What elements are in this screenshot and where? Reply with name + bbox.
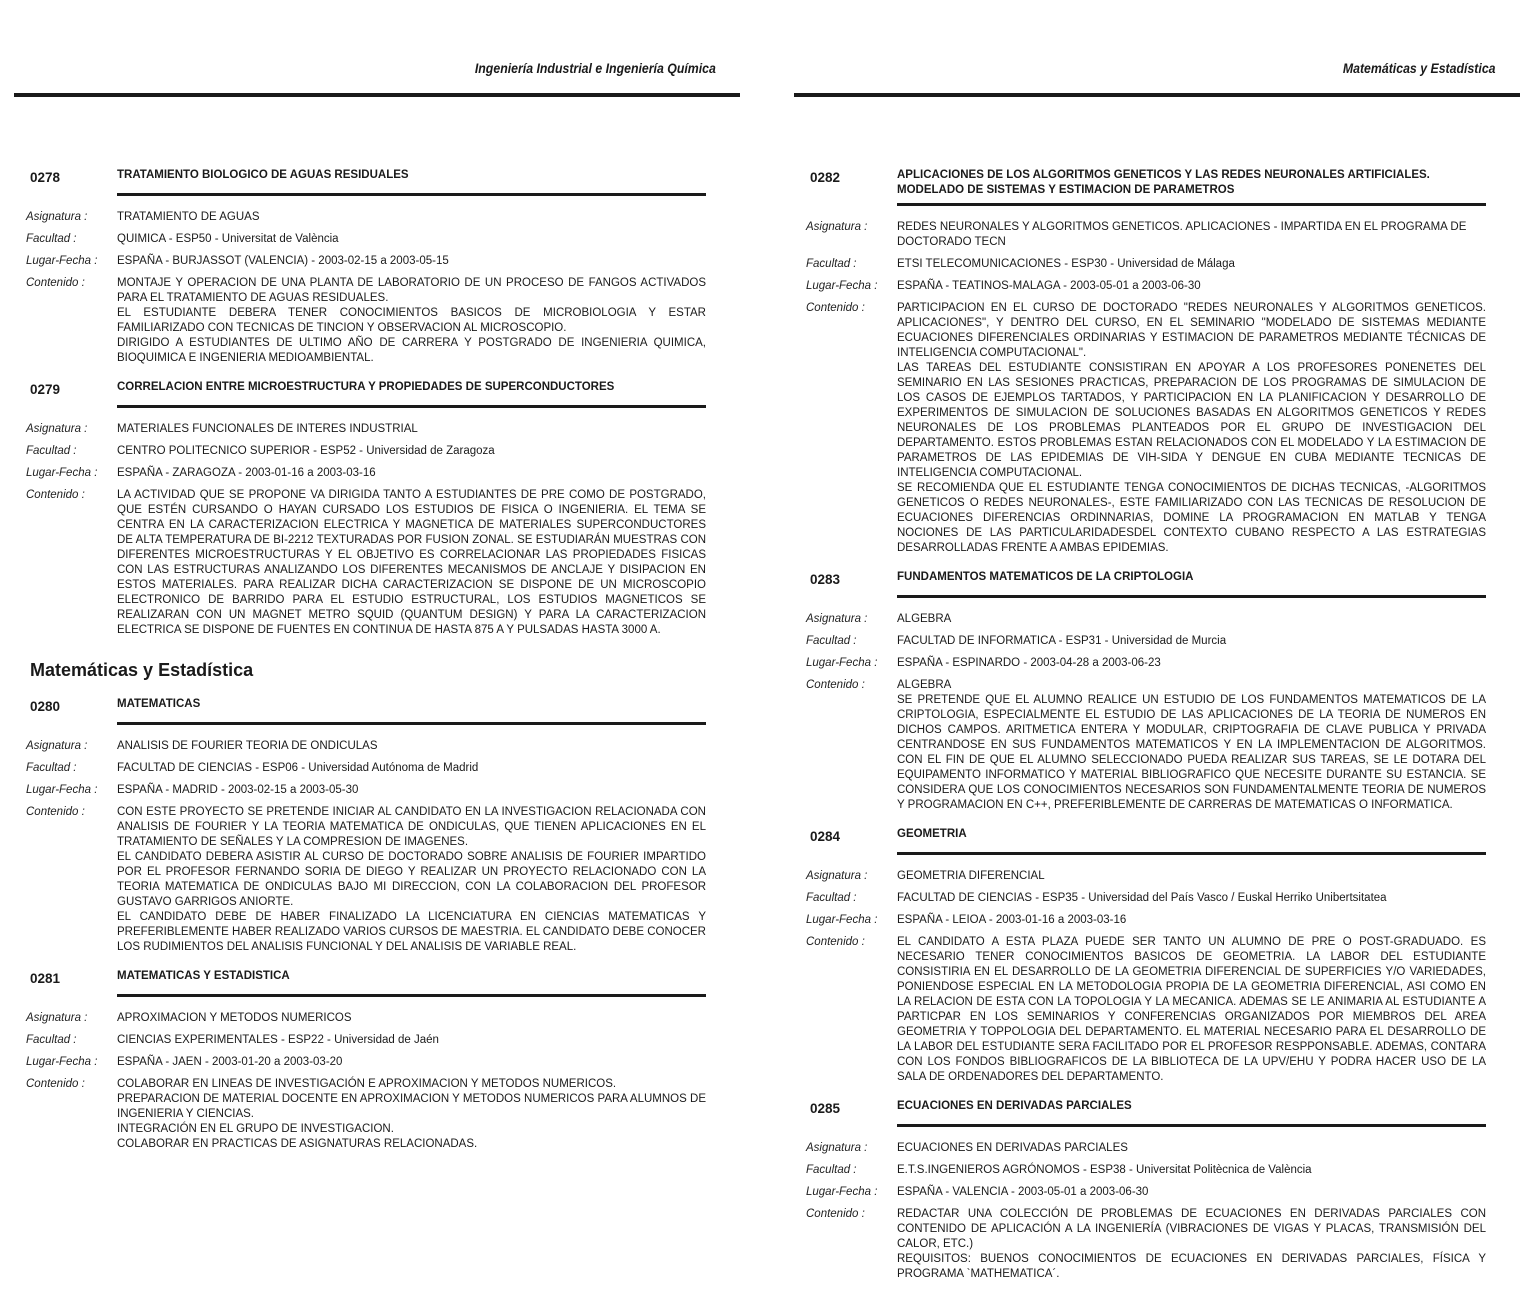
lugar-fecha-row bbox=[26, 783, 706, 798]
contenido-value: EL CANDIDATO A ESTA PLAZA PUEDE SER TANTO UN ALUMNO DE PRE O POST-GRADUADO. ES NECESARIO TENER CONOCIMIENTOS BASICOS DE GEOMETRIA. LA LABOR DEL ESTUDIANTE CONSISTIRIA EN EL DESARROLLO DE LA GEOMETRIA DIFERENCIAL DE SUPERFICIES Y/O VARIEDADES, PONIENDOSE ESPECIAL EN LA METODOLOGIA PROPIA DE LA GEOMETRIA DIFERENCIAL, ASI COMO EN LA RELACION DE ESTA CON LA TOPOLOGIA Y LA MECANICA. ADEMAS SE LE ANIMARIA AL ESTUDIANTE A PARTICPAR EN LOS SEMINARIOS Y CONFERENCIAS ORGANIZADOS POR MIEMBROS DEL AREA GEOMETRIA Y TOPPOLOGIA DEL DEPARTAMENTO. EL MATERIAL NECESARIO PARA EL DESARROLLO DE LA LABOR DEL ESTUDIANTE SERA FACILITADO POR EL PROFESOR RESPPONSABLE. ADEMAS, CONTARA CON LOS FONDOS BIBLIOGRAFICOS DE LA BIBLIOTECA DE LA UPV/EHU Y PODRA HACER USO DE LA SALA DE ORDENADORES DEL DEPARTAMENTO. bbox=[897, 936, 1486, 1083]
facultad-label: Facultad : bbox=[26, 445, 77, 457]
lugar-fecha-value: ESPAÑA - MADRID - 2003-02-15 a 2003-05-30 bbox=[117, 784, 359, 796]
contenido-label: Contenido : bbox=[806, 1208, 865, 1220]
lugar-fecha-row bbox=[26, 254, 706, 269]
contenido-row bbox=[26, 488, 706, 638]
entry-header bbox=[806, 570, 1486, 590]
entry-code: 0280 bbox=[30, 699, 61, 714]
left-content bbox=[26, 168, 706, 1166]
lugar-fecha-value: ESPAÑA - LEIOA - 2003-01-16 a 2003-03-16 bbox=[897, 914, 1127, 926]
entry-header bbox=[806, 168, 1486, 198]
entry-list bbox=[26, 697, 706, 1152]
entry-header bbox=[26, 380, 706, 400]
asignatura-row bbox=[806, 869, 1486, 884]
facultad-value: QUIMICA - ESP50 - Universitat de València bbox=[117, 233, 339, 245]
lugar-fecha-row bbox=[806, 913, 1486, 928]
contenido-value: PARTICIPACION EN EL CURSO DE DOCTORADO "REDES NEURONALES Y ALGORITMOS GENETICOS. APLICACIONES", Y DENTRO DEL CURSO, EN EL SEMINARIO "MODELADO DE SISTEMAS MEDIANTE ECUACIONES DIFERENCIALES ORDINARIAS Y ESTIMACION DE PARAMETROS MEDIANTE TÉCNICAS DE INTELIGENCIA COMPUTACIONAL". LAS TAREAS DEL ESTUDIANTE CONSISTIRAN EN APOYAR A LOS PROFESORES PONENETES DEL SEMINARIO EN LAS SESIONES PRACTICAS, PREPARACION DE LOS PROGRAMAS DE SIMULACION DE LOS CASOS DE EJEMPLOS TARTADOS, Y PARTICIPACION EN LA PLANIFICACION Y DESARROLLO DE EXPERIMENTOS DE SIMULACION DE SOLUCIONES BASADAS EN ALGORITMOS GENETICOS Y REDES NEURONALES DE LOS PROBLEMAS PLANTEADOS POR EL GRUPO DE INVESTIGACION DEL DEPARTAMENTO. ESTOS PROBLEMAS ESTAN RELACIONADOS CON EL MODELADO Y LA ESTIMACION DE PARAMETROS DE LAS EPIDEMIAS DE VIH-SIDA Y DENGUE EN CUBA MEDIANTE TECNICAS DE INTELIGENCIA COMPUTACIONAL. SE RECOMIENDA QUE EL ESTUDIANTE TENGA CONOCIMIENTOS DE DICHAS TECNICAS, -ALGORITMOS GENETICOS O REDES NEURONALES-, ESTE FAMILIARIZADO CON LAS TECNICAS DE RESOLUCION DE ECUACIONES DIFERENCIAS ORDINNARIAS, DOMINE LA PROGRAMACION EN MATLAB Y TENGA NOCIONES DE LAS PARTICULARIDADESDEL CONTEXTO CUBANO RESPECTO A LAS ESTRATEGIAS DESARROLLADAS FRENTE A AMBAS EPIDEMIAS. bbox=[897, 302, 1486, 554]
asignatura-row bbox=[806, 220, 1486, 250]
asignatura-row bbox=[26, 1011, 706, 1026]
contenido-label: Contenido : bbox=[806, 679, 865, 691]
asignatura-label: Asignatura : bbox=[26, 740, 88, 752]
asignatura-value: ECUACIONES EN DERIVADAS PARCIALES bbox=[897, 1142, 1128, 1154]
entry-code: 0282 bbox=[810, 170, 841, 185]
facultad-row bbox=[26, 232, 706, 247]
contenido-label: Contenido : bbox=[26, 806, 85, 818]
contenido-row bbox=[26, 1077, 706, 1152]
entry-title: APLICACIONES DE LOS ALGORITMOS GENETICOS Y LAS REDES NEURONALES ARTIFICIALES. MODELADO DE SISTEMAS Y ESTIMACION DE PARAMETROS bbox=[897, 169, 1430, 196]
contenido-row bbox=[26, 276, 706, 366]
asignatura-row bbox=[26, 422, 706, 437]
contenido-value: COLABORAR EN LINEAS DE INVESTIGACIÓN E APROXIMACION Y METODOS NUMERICOS. PREPARACION DE MATERIAL DOCENTE EN APROXIMACION Y METODOS NUMERICOS PARA ALUMNOS DE INGENIERIA Y CIENCIAS. INTEGRACIÓN EN EL GRUPO DE INVESTIGACION. COLABORAR EN PRACTICAS DE ASIGNATURAS RELACIONADAS. bbox=[117, 1078, 706, 1150]
contenido-label: Contenido : bbox=[806, 936, 865, 948]
lugar-fecha-value: ESPAÑA - ZARAGOZA - 2003-01-16 a 2003-03-16 bbox=[117, 467, 376, 479]
facultad-row bbox=[26, 444, 706, 459]
course-entry bbox=[806, 570, 1486, 813]
facultad-value: FACULTAD DE CIENCIAS - ESP35 - Universidad del País Vasco / Euskal Herriko Unibertsitatea bbox=[897, 892, 1387, 904]
contenido-row bbox=[806, 301, 1486, 556]
asignatura-value: APROXIMACION Y METODOS NUMERICOS bbox=[117, 1012, 352, 1024]
contenido-label: Contenido : bbox=[26, 489, 85, 501]
entry-title: GEOMETRIA bbox=[897, 828, 967, 840]
asignatura-label: Asignatura : bbox=[806, 1142, 868, 1154]
entry-code: 0285 bbox=[810, 1101, 841, 1116]
lugar-fecha-row bbox=[806, 656, 1486, 671]
lugar-fecha-value: ESPAÑA - VALENCIA - 2003-05-01 a 2003-06-30 bbox=[897, 1186, 1149, 1198]
asignatura-label: Asignatura : bbox=[26, 1012, 88, 1024]
entry-title: MATEMATICAS bbox=[117, 698, 201, 710]
entry-header bbox=[806, 1099, 1486, 1119]
facultad-row bbox=[806, 634, 1486, 649]
facultad-row bbox=[806, 1163, 1486, 1178]
course-entry bbox=[806, 827, 1486, 1085]
asignatura-row bbox=[26, 210, 706, 225]
asignatura-value: ANALISIS DE FOURIER TEORIA DE ONDICULAS bbox=[117, 740, 378, 752]
contenido-value: REDACTAR UNA COLECCIÓN DE PROBLEMAS DE ECUACIONES EN DERIVADAS PARCIALES CON CONTENIDO DE APLICACIÓN A LA INGENIERÍA (VIBRACIONES DE VIGAS Y PLACAS, TRANSMISIÓN DEL CALOR, ETC.) REQUISITOS: BUENOS CONOCIMIENTOS DE ECUACIONES EN DERIVADAS PARCIALES, FÍSICA Y PROGRAMA `MATHEMATICA´. bbox=[897, 1208, 1486, 1280]
asignatura-row bbox=[26, 739, 706, 754]
facultad-row bbox=[26, 761, 706, 776]
lugar-fecha-row bbox=[26, 466, 706, 481]
entry-rule bbox=[117, 193, 706, 196]
lugar-fecha-label: Lugar-Fecha : bbox=[806, 657, 878, 669]
lugar-fecha-row bbox=[26, 1055, 706, 1070]
course-entry bbox=[26, 969, 706, 1152]
lugar-fecha-label: Lugar-Fecha : bbox=[806, 1186, 878, 1198]
lugar-fecha-label: Lugar-Fecha : bbox=[26, 255, 98, 267]
header-rule bbox=[14, 93, 740, 97]
entry-title: CORRELACION ENTRE MICROESTRUCTURA Y PROPIEDADES DE SUPERCONDUCTORES bbox=[117, 381, 615, 393]
lugar-fecha-label: Lugar-Fecha : bbox=[806, 280, 878, 292]
entry-title: TRATAMIENTO BIOLOGICO DE AGUAS RESIDUALES bbox=[117, 169, 409, 181]
contenido-value: ALGEBRA SE PRETENDE QUE EL ALUMNO REALICE UN ESTUDIO DE LOS FUNDAMENTOS MATEMATICOS DE LA CRIPTOLOGIA, ESPECIALMENTE EL ESTUDIO DE LAS APLICACIONES DE LA TEORIA DE NUMEROS EN DICHOS CAMPOS. ARITMETICA ENTERA Y MODULAR, CRIPTOGRAFIA DE CLAVE PUBLICA Y PRIVADA CENTRANDOSE EN SUS FUNDAMENTOS MATEMATICOS Y EN LA IMPLEMENTACION DE ALGORITMOS. CON EL FIN DE QUE EL ALUMNO SELECCIONADO PUEDA REALIZAR SUS TAREAS, SE LE DOTARA DEL EQUIPAMENTO INFORMATICO Y MATERIAL BIBLIOGRAFICO QUE NECESITE DURANTE SU ESTANCIA. SE CONSIDERA QUE LOS CONOCIMIENTOS NECESARIOS SON FUNDAMENTALMENTE TEORIA DE NUMEROS Y PROGRAMACION EN C++, PREFERIBLEMENTE DE CARRERAS DE MATEMATICAS O INFORMATICA. bbox=[897, 679, 1486, 811]
contenido-label: Contenido : bbox=[26, 1078, 85, 1090]
entry-header bbox=[806, 827, 1486, 847]
entry-list bbox=[806, 168, 1486, 1282]
facultad-label: Facultad : bbox=[806, 635, 857, 647]
contenido-value: LA ACTIVIDAD QUE SE PROPONE VA DIRIGIDA TANTO A ESTUDIANTES DE PRE COMO DE POSTGRADO, QUE ESTÉN CURSANDO O HAYAN CURSADO LOS ESTUDIOS DE FISICA O INGENIERIA. EL TEMA SE CENTRA EN LA CARACTERIZACION ELECTRICA Y MAGNETICA DE MATERIALES SUPERCONDUCTORES DE ALTA TEMPERATURA DE BI-2212 TEXTURADAS POR FUSION ZONAL. SE ESTUDIARÁN MUESTRAS CON DIFERENTES MICROESTRUCTURAS Y EL OBJETIVO ES CORRELACIONAR LAS PROPIEDADES FISICAS CON LAS ESTRUCTURAS ANALIZANDO LOS DIFERENTES MECANISMOS DE ANCLAJE Y DISIPACION EN ESTOS MATERIALES. PARA REALIZAR DICHA CARACTERIZACION SE DISPONE DE UN MICROSCOPIO ELECTRONICO DE BARRIDO PARA EL ESTUDIO ESTRUCTURAL, LOS ESTUDIOS MAGNETICOS SE REALIZARAN CON UN MAGNET METRO SQUID (QUANTUM DESIGN) Y PARA LA CARACTERIZACION ELECTRICA SE DISPONE DE FUENTES EN CONTINUA DE HASTA 875 A Y PULSADAS HASTA 3000 A. bbox=[117, 489, 706, 636]
section-title: Matemáticas y Estadística bbox=[30, 660, 254, 680]
facultad-label: Facultad : bbox=[806, 1164, 857, 1176]
entry-code: 0281 bbox=[30, 971, 61, 986]
entry-rule bbox=[897, 595, 1486, 598]
facultad-row bbox=[806, 257, 1486, 272]
right-running-head: Matemáticas y Estadística bbox=[1343, 60, 1496, 76]
lugar-fecha-label: Lugar-Fecha : bbox=[26, 467, 98, 479]
facultad-value: FACULTAD DE INFORMATICA - ESP31 - Universidad de Murcia bbox=[897, 635, 1227, 647]
lugar-fecha-label: Lugar-Fecha : bbox=[806, 914, 878, 926]
asignatura-label: Asignatura : bbox=[806, 613, 868, 625]
lugar-fecha-row bbox=[806, 279, 1486, 294]
entry-header bbox=[26, 969, 706, 989]
entry-rule bbox=[117, 994, 706, 997]
right-content bbox=[806, 168, 1486, 1296]
facultad-label: Facultad : bbox=[26, 1034, 77, 1046]
header-rule bbox=[794, 93, 1520, 97]
entry-code: 0279 bbox=[30, 382, 61, 397]
contenido-value: MONTAJE Y OPERACION DE UNA PLANTA DE LABORATORIO DE UN PROCESO DE FANGOS ACTIVADOS PARA EL TRATAMIENTO DE AGUAS RESIDUALES. EL ESTUDIANTE DEBERA TENER CONOCIMIENTOS BASICOS DE MICROBIOLOGIA Y ESTAR FAMILIARIZADO CON TECNICAS DE TINCION Y OBSERVACION AL MICROSCOPIO. DIRIGIDO A ESTUDIANTES DE ULTIMO AÑO DE CARRERA Y POSTGRADO DE INGENIERIA QUIMICA, BIOQUIMICA E INGENIERIA MEDIOAMBIENTAL. bbox=[117, 277, 706, 364]
course-entry bbox=[806, 1099, 1486, 1282]
lugar-fecha-label: Lugar-Fecha : bbox=[26, 784, 98, 796]
asignatura-value: ALGEBRA bbox=[897, 613, 952, 625]
lugar-fecha-value: ESPAÑA - ESPINARDO - 2003-04-28 a 2003-06-23 bbox=[897, 657, 1161, 669]
facultad-label: Facultad : bbox=[806, 258, 857, 270]
facultad-label: Facultad : bbox=[806, 892, 857, 904]
asignatura-value: MATERIALES FUNCIONALES DE INTERES INDUSTRIAL bbox=[117, 423, 418, 435]
course-entry bbox=[806, 168, 1486, 556]
left-page bbox=[14, 0, 740, 1238]
lugar-fecha-value: ESPAÑA - TEATINOS-MALAGA - 2003-05-01 a 2003-06-30 bbox=[897, 280, 1201, 292]
entry-header bbox=[26, 168, 706, 188]
asignatura-label: Asignatura : bbox=[806, 221, 868, 233]
entry-title: MATEMATICAS Y ESTADISTICA bbox=[117, 970, 290, 982]
entry-code: 0283 bbox=[810, 572, 841, 587]
contenido-label: Contenido : bbox=[806, 302, 865, 314]
contenido-row bbox=[806, 1207, 1486, 1282]
course-entry bbox=[26, 697, 706, 955]
facultad-value: CENTRO POLITECNICO SUPERIOR - ESP52 - Universidad de Zaragoza bbox=[117, 445, 495, 457]
asignatura-value: TRATAMIENTO DE AGUAS bbox=[117, 211, 260, 223]
entry-code: 0278 bbox=[30, 170, 61, 185]
entry-rule bbox=[897, 203, 1486, 206]
entry-title: FUNDAMENTOS MATEMATICOS DE LA CRIPTOLOGIA bbox=[897, 571, 1194, 583]
asignatura-row bbox=[806, 612, 1486, 627]
contenido-value: CON ESTE PROYECTO SE PRETENDE INICIAR AL CANDIDATO EN LA INVESTIGACION RELACIONADA CON ANALISIS DE FOURIER Y LA TEORIA MATEMATICA DE ONDICULAS, QUE TIENEN APLICACIONES EN EL TRATAMIENTO DE SEÑALES Y LA COMPRESION DE IMAGENES. EL CANDIDATO DEBERA ASISTIR AL CURSO DE DOCTORADO SOBRE ANALISIS DE FOURIER IMPARTIDO POR EL PROFESOR FERNANDO SORIA DE DIEGO Y REALIZAR UN PROYECTO RELACIONADO CON LA TEORIA MATEMATICA DE ONDICULAS BAJO MI DIRECCION, CON LA COLABORACION DEL PROFESOR GUSTAVO GARRIGOS ANIORTE. EL CANDIDATO DEBE DE HABER FINALIZADO LA LICENCIATURA EN CIENCIAS MATEMATICAS Y PREFERIBLEMENTE HABER REALIZADO VARIOS CURSOS DE MAESTRIA. EL CANDIDATO DEBE CONOCER LOS RUDIMIENTOS DEL ANALISIS FUNCIONAL Y DEL ANALISIS DE VARIABLE REAL. bbox=[117, 806, 706, 953]
entry-rule bbox=[897, 1124, 1486, 1127]
entry-list bbox=[26, 168, 706, 638]
entry-rule bbox=[117, 722, 706, 725]
course-entry bbox=[26, 168, 706, 366]
entry-title: ECUACIONES EN DERIVADAS PARCIALES bbox=[897, 1100, 1132, 1112]
facultad-value: E.T.S.INGENIEROS AGRÓNOMOS - ESP38 - Universitat Politècnica de València bbox=[897, 1164, 1312, 1176]
facultad-label: Facultad : bbox=[26, 233, 77, 245]
lugar-fecha-label: Lugar-Fecha : bbox=[26, 1056, 98, 1068]
asignatura-value: REDES NEURONALES Y ALGORITMOS GENETICOS. APLICACIONES - IMPARTIDA EN EL PROGRAMA DE DOCTORADO TECN bbox=[897, 221, 1467, 248]
left-running-head: Ingeniería Industrial e Ingeniería Química bbox=[475, 60, 716, 76]
asignatura-label: Asignatura : bbox=[26, 423, 88, 435]
facultad-row bbox=[806, 891, 1486, 906]
right-page bbox=[794, 0, 1520, 1280]
facultad-value: ETSI TELECOMUNICACIONES - ESP30 - Universidad de Málaga bbox=[897, 258, 1235, 270]
facultad-row bbox=[26, 1033, 706, 1048]
facultad-value: FACULTAD DE CIENCIAS - ESP06 - Universidad Autónoma de Madrid bbox=[117, 762, 479, 774]
lugar-fecha-value: ESPAÑA - BURJASSOT (VALENCIA) - 2003-02-15 a 2003-05-15 bbox=[117, 255, 449, 267]
contenido-label: Contenido : bbox=[26, 277, 85, 289]
entry-rule bbox=[897, 852, 1486, 855]
lugar-fecha-value: ESPAÑA - JAEN - 2003-01-20 a 2003-03-20 bbox=[117, 1056, 343, 1068]
entry-rule bbox=[117, 405, 706, 408]
asignatura-value: GEOMETRIA DIFERENCIAL bbox=[897, 870, 1045, 882]
facultad-value: CIENCIAS EXPERIMENTALES - ESP22 - Universidad de Jaén bbox=[117, 1034, 439, 1046]
entry-header bbox=[26, 697, 706, 717]
contenido-row bbox=[26, 805, 706, 955]
asignatura-row bbox=[806, 1141, 1486, 1156]
asignatura-label: Asignatura : bbox=[26, 211, 88, 223]
contenido-row bbox=[806, 935, 1486, 1085]
entry-code: 0284 bbox=[810, 829, 841, 844]
lugar-fecha-row bbox=[806, 1185, 1486, 1200]
course-entry bbox=[26, 380, 706, 638]
asignatura-label: Asignatura : bbox=[806, 870, 868, 882]
facultad-label: Facultad : bbox=[26, 762, 77, 774]
contenido-row bbox=[806, 678, 1486, 813]
